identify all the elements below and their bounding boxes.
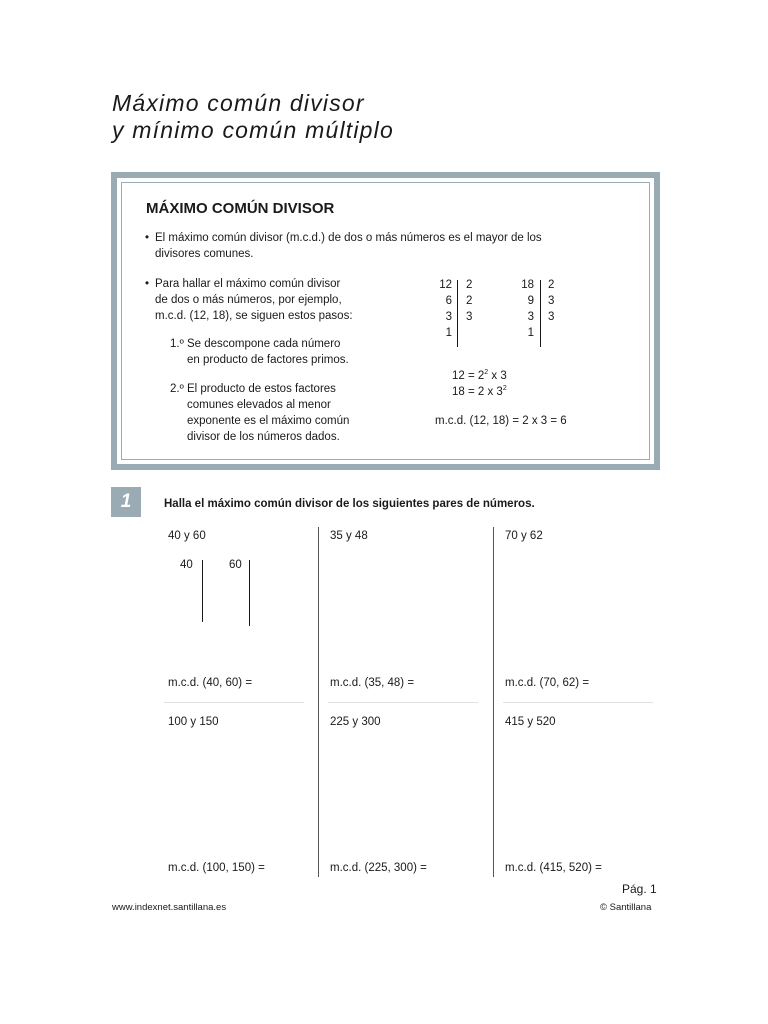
title-line-1: Máximo común divisor <box>112 90 365 116</box>
bullet-1-line-2: divisores comunes. <box>155 248 254 260</box>
theory-heading: MÁXIMO COMÚN DIVISOR <box>146 200 335 217</box>
pair-label: 100 y 150 <box>168 716 219 728</box>
page-number: Pág. 1 <box>622 882 657 896</box>
decomp12-right-1: 2 <box>466 295 473 307</box>
decomp18-left-0: 18 <box>521 279 534 291</box>
exercise-instruction: Halla el máximo común divisor de los siguientes pares de números. <box>164 498 535 510</box>
bullet-1-line-1: El máximo común divisor (m.c.d.) de dos o más números es el mayor de los <box>155 232 542 244</box>
answer-label: m.c.d. (35, 48) = <box>330 677 415 689</box>
pair-label: 70 y 62 <box>505 530 543 542</box>
decomp12-left-2: 3 <box>445 311 452 323</box>
decomp12-right-2: 3 <box>466 311 473 323</box>
answer-label: m.c.d. (40, 60) = <box>168 677 253 689</box>
answer-label: m.c.d. (70, 62) = <box>505 677 590 689</box>
bullet-2-line-2: de dos o más números, por ejemplo, <box>155 294 342 306</box>
column-separator-2 <box>493 527 494 877</box>
step-2-line-4: divisor de los números dados. <box>187 431 340 443</box>
copyright: © Santillana <box>600 902 652 913</box>
decomp12-left-1: 6 <box>445 295 452 307</box>
example-divider-right <box>249 560 250 626</box>
pair-label: 40 y 60 <box>168 530 206 542</box>
bullet-2-line-3: m.c.d. (12, 18), se siguen estos pasos: <box>155 310 353 322</box>
pair-label: 225 y 300 <box>330 716 381 728</box>
decomp12-left-0: 12 <box>439 279 452 291</box>
step-2-line-1: 2.º El producto de estos factores <box>170 383 336 395</box>
example-number-left: 40 <box>180 559 193 571</box>
step-1-line-2: en producto de factores primos. <box>187 354 349 366</box>
exercise-number-badge: 1 <box>111 487 141 517</box>
row-separator-1 <box>164 702 304 703</box>
row-separator-2 <box>328 702 478 703</box>
factorization-12: $12 = 2^2$ x 3 <box>452 369 507 382</box>
answer-label: m.c.d. (415, 520) = <box>505 862 602 874</box>
decomp18-divider <box>540 280 541 347</box>
decomp18-left-3: 1 <box>527 327 534 339</box>
page-title <box>112 90 394 144</box>
mcd-result: m.c.d. (12, 18) = 2 x 3 = 6 <box>435 415 567 427</box>
bullet-2-icon: • <box>145 278 150 290</box>
factorization-18: 18 = 2 x $3^2$ <box>452 385 507 398</box>
pair-label: 35 y 48 <box>330 530 368 542</box>
example-divider-left <box>202 560 203 622</box>
decomp12-right-0: 2 <box>466 279 473 291</box>
row-separator-3 <box>503 702 653 703</box>
decomp12-left-3: 1 <box>445 327 452 339</box>
bullet-1-icon: • <box>145 232 150 244</box>
decomp18-right-1: 3 <box>548 295 555 307</box>
title-line-2: y mínimo común múltiplo <box>112 117 394 143</box>
decomp18-left-1: 9 <box>527 295 534 307</box>
step-2-line-2: comunes elevados al menor <box>187 399 331 411</box>
website-link[interactable]: www.indexnet.santillana.es <box>112 902 227 913</box>
decomp12-divider <box>457 280 458 347</box>
decomp18-left-2: 3 <box>527 311 534 323</box>
bullet-2-line-1: Para hallar el máximo común divisor <box>155 278 341 290</box>
column-separator-1 <box>318 527 319 877</box>
step-2-line-3: exponente es el máximo común <box>187 415 350 427</box>
decomp18-right-0: 2 <box>548 279 555 291</box>
pair-label: 415 y 520 <box>505 716 556 728</box>
decomp18-right-2: 3 <box>548 311 555 323</box>
answer-label: m.c.d. (225, 300) = <box>330 862 427 874</box>
step-1-line-1: 1.º Se descompone cada número <box>170 338 341 350</box>
answer-label: m.c.d. (100, 150) = <box>168 862 265 874</box>
example-number-right: 60 <box>229 559 242 571</box>
